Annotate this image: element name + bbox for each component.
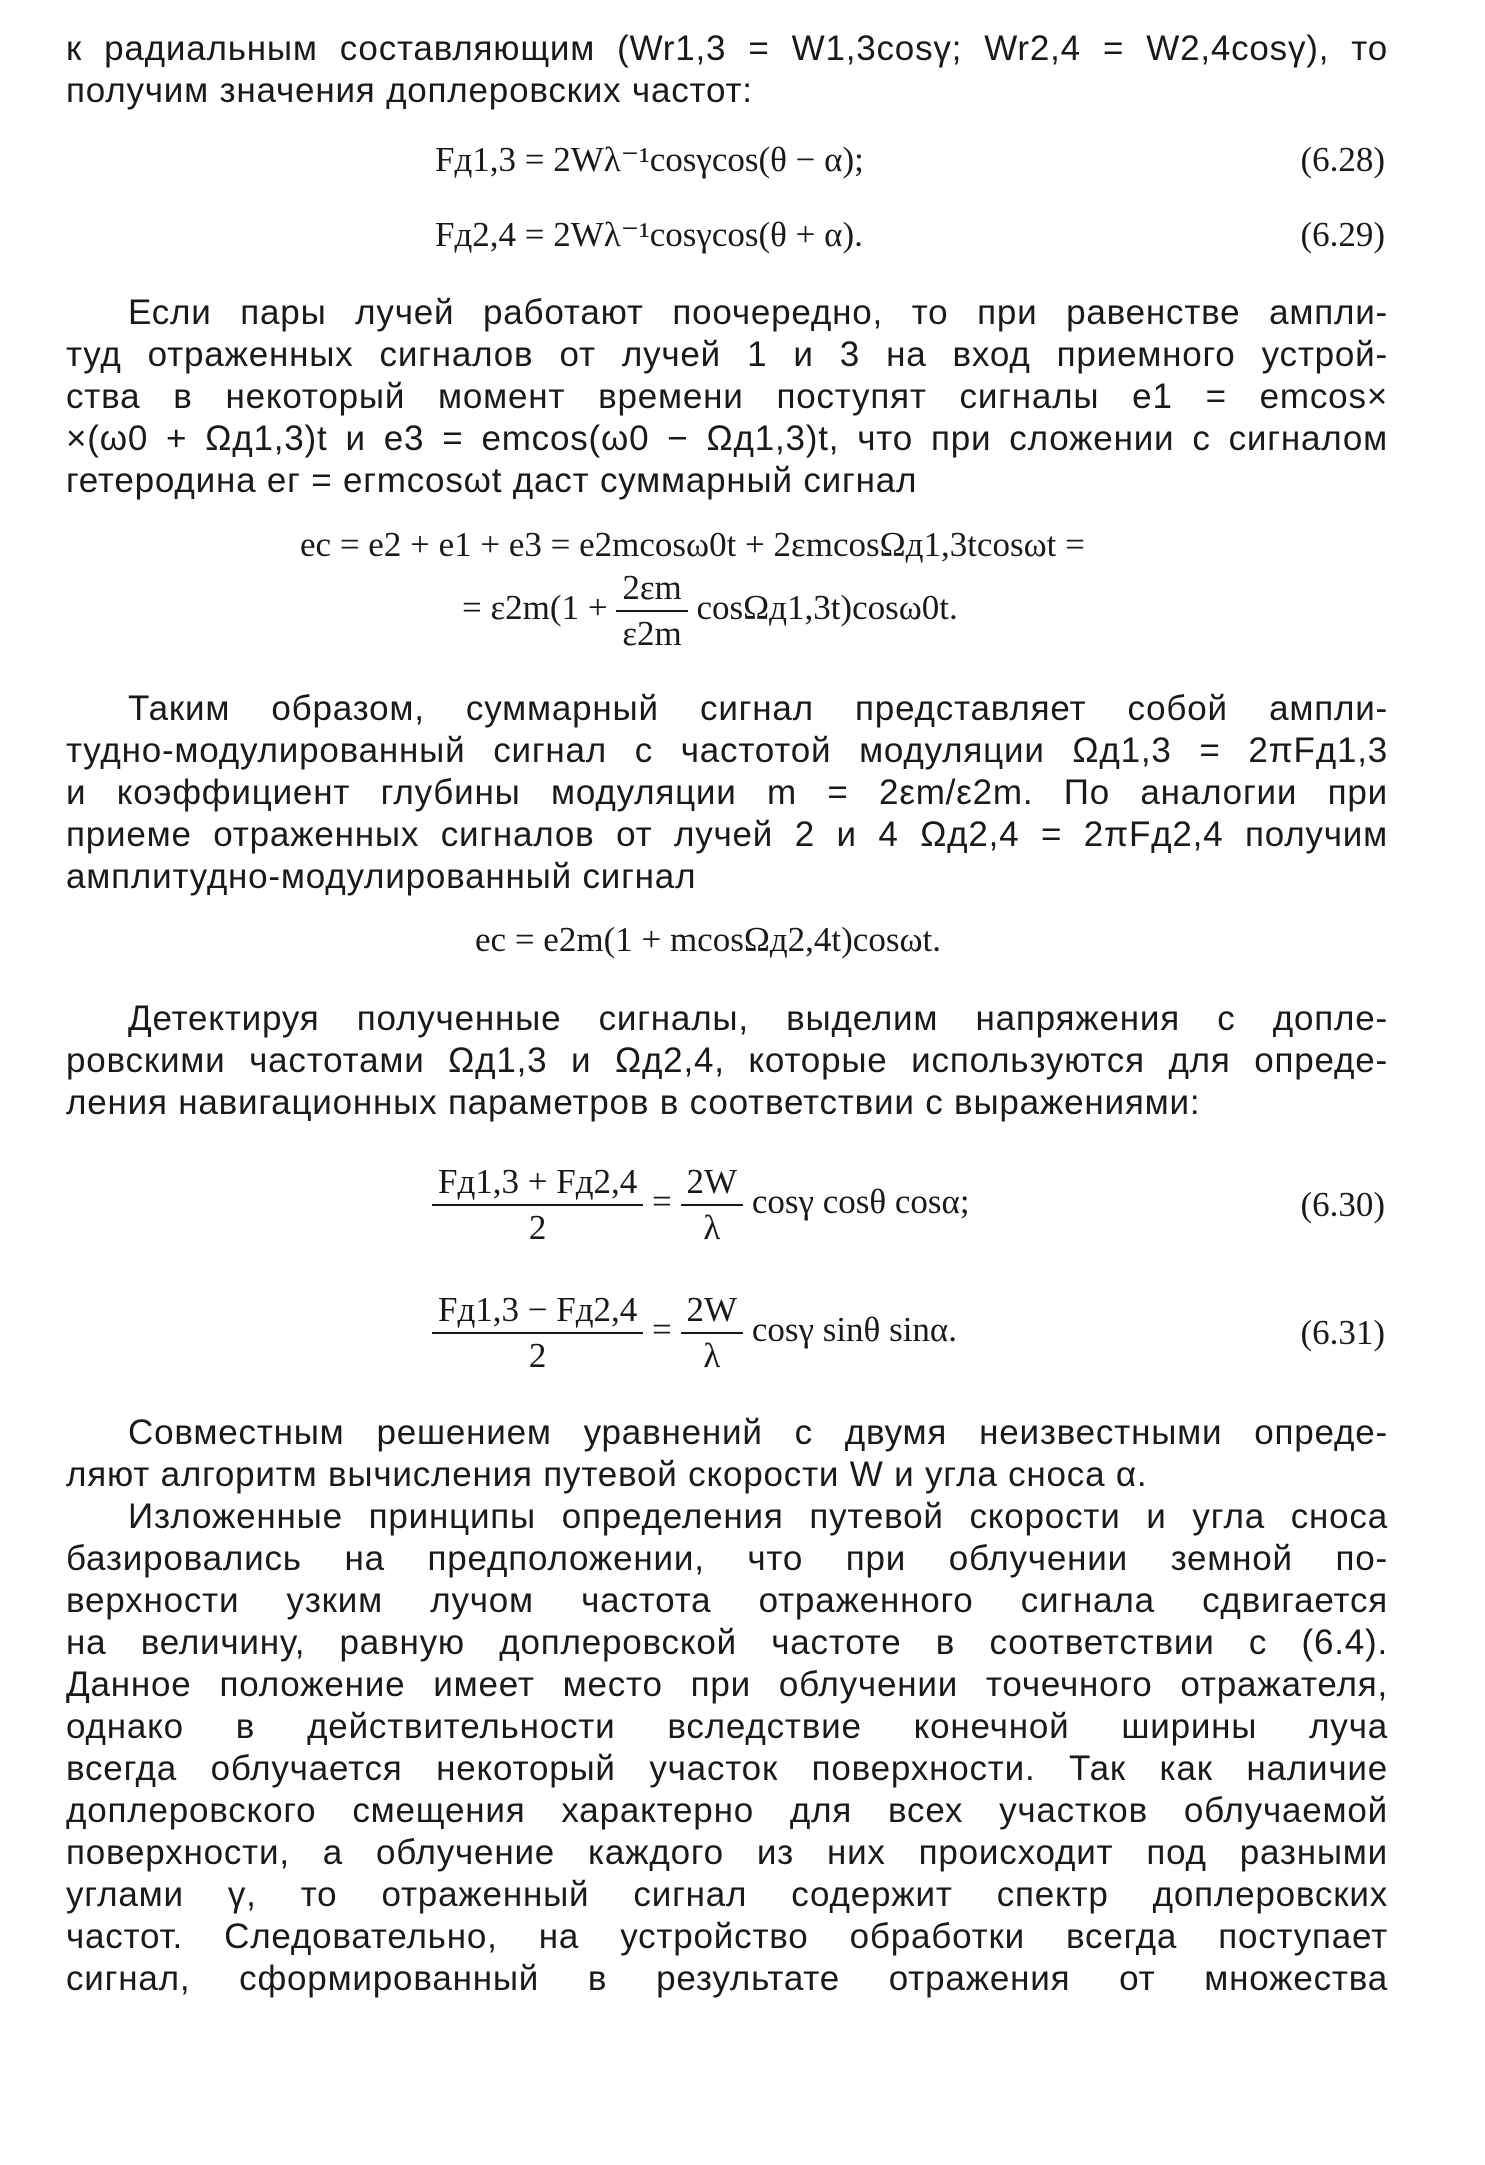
fraction-denominator: 2 (528, 1336, 547, 1375)
fraction (681, 1162, 744, 1248)
text-line: туд отраженных сигналов от лучей 1 и 3 на вход приемного устрой- (66, 335, 1388, 374)
text-line: ления навигационных параметров в соответствии с выражениями: (66, 1083, 1201, 1122)
equation-expression: eс = e2 + e1 + e3 = e2mcosω0t + 2εmcosΩд1,3tcosωt = (300, 525, 1085, 564)
fraction (432, 1162, 643, 1248)
text-line: доплеровского смещения характерно для всех участков облучаемой (66, 1791, 1388, 1830)
fraction-denominator: ε2m (622, 614, 682, 653)
text-line: ляют алгоритм вычисления путевой скорости W и угла сноса α. (66, 1455, 1148, 1494)
fraction-numerator: Fд1,3 − Fд2,4 (432, 1290, 643, 1334)
equation-sum-line-2 (462, 568, 958, 654)
equation-expression: cosγ cosθ cosα; (751, 1182, 970, 1222)
text-line: и коэффициент глубины модуляции m = 2εm/ε2m. По аналогии при (66, 773, 1388, 812)
equation-sum-line-1 (300, 525, 1085, 565)
text-line: ства в некоторый момент времени поступят сигналы e1 = emcos× (66, 377, 1388, 416)
text-line: получим значения доплеровских частот: (66, 71, 753, 110)
fraction-denominator: λ (703, 1208, 721, 1247)
text-line: к радиальным составляющим (Wr1,3 = W1,3cosγ; Wr2,4 = W2,4cosγ), то (66, 29, 1388, 68)
text-line: на величину, равную доплеровской частоте в соответствии с (6.4). (66, 1623, 1388, 1662)
paragraph-joint-solution (66, 1412, 1388, 1496)
text-line: частот. Следовательно, на устройство обработки всегда поступает (66, 1917, 1388, 1956)
text-line: углами γ, то отраженный сигнал содержит спектр доплеровских (66, 1875, 1388, 1914)
text-line: сигнал, сформированный в результате отражения от множества (66, 1959, 1388, 1998)
equation-expression: = ε2m(1 + (462, 588, 608, 628)
paragraph-detection (66, 998, 1388, 1124)
fraction (432, 1290, 643, 1376)
equation-expression: cosΩд1,3t)cosω0t. (696, 588, 958, 628)
fraction (616, 568, 687, 654)
text-line: однако в действительности вследствие конечной ширины луча (66, 1707, 1388, 1746)
fraction-numerator: 2W (681, 1290, 744, 1334)
equation-6-29 (435, 215, 863, 255)
equation-number: (6.31) (1300, 1313, 1385, 1352)
text-line: Если пары лучей работают поочередно, то при равенстве ампли- (128, 293, 1388, 332)
fraction-numerator: 2εm (616, 568, 687, 612)
equation-expression: Fд1,3 = 2Wλ⁻¹cosγcos(θ − α); (435, 140, 864, 179)
equation-expression: Fд2,4 = 2Wλ⁻¹cosγcos(θ + α). (435, 215, 863, 254)
paragraph-alternating-beams (66, 292, 1388, 502)
equation-expression: eс = e2m(1 + mcosΩд2,4t)cosωt. (475, 920, 941, 959)
fraction-denominator: 2 (528, 1208, 547, 1247)
text-line: гетеродина eг = eгmcosωt даст суммарный сигнал (66, 461, 918, 500)
text-line: ×(ω0 + Ωд1,3)t и e3 = emcos(ω0 − Ωд1,3)t, что при сложении с сигналом (66, 419, 1388, 458)
text-line: Детектируя полученные сигналы, выделим напряжения с допле- (128, 999, 1388, 1038)
paragraph-principles (66, 1496, 1388, 2000)
equation-number: (6.30) (1300, 1185, 1385, 1224)
text-line: Данное положение имеет место при облучении точечного отражателя, (66, 1665, 1388, 1704)
text-line: Изложенные принципы определения путевой скорости и угла сноса (128, 1497, 1388, 1536)
equation-am (475, 920, 941, 960)
fraction-denominator: λ (703, 1336, 721, 1375)
text-line: базировались на предположении, что при облучении земной по- (66, 1539, 1388, 1578)
equation-6-28 (435, 140, 864, 180)
text-line: амплитудно-модулированный сигнал (66, 857, 697, 896)
text-line: всегда облучается некоторый участок поверхности. Так как наличие (66, 1749, 1388, 1788)
paragraph-am-signal (66, 688, 1388, 898)
equation-expression: cosγ sinθ sinα. (751, 1310, 958, 1350)
text-line: тудно-модулированный сигнал с частотой модуляции Ωд1,3 = 2πFд1,3 (66, 731, 1388, 770)
paragraph-intro (66, 28, 1388, 112)
fraction-numerator: 2W (681, 1162, 744, 1206)
text-line: поверхности, а облучение каждого из них происходит под разными (66, 1833, 1388, 1872)
equation-number: (6.29) (1300, 215, 1385, 254)
text-line: Таким образом, суммарный сигнал представляет собой ампли- (128, 689, 1388, 728)
text-line: приеме отраженных сигналов от лучей 2 и 4 Ωд2,4 = 2πFд2,4 получим (66, 815, 1388, 854)
fraction-numerator: Fд1,3 + Fд2,4 (432, 1162, 643, 1206)
fraction (681, 1290, 744, 1376)
equation-6-30: $\frac{Fд1,3 + Fд2,4}{2}$ = $\frac{2W}{\lambda}$ cosγ cosθ cosα; (432, 1162, 970, 1248)
equation-6-31: $\frac{Fд1,3 - Fд2,4}{2}$ = $\frac{2W}{\lambda}$ cosγ sinθ sinα. (432, 1290, 957, 1376)
text-line: Совместным решением уравнений с двумя неизвестными опреде- (128, 1413, 1388, 1452)
text-line: ровскими частотами Ωд1,3 и Ωд2,4, которые используются для опреде- (66, 1041, 1388, 1080)
equation-number: (6.28) (1300, 140, 1385, 179)
text-line: верхности узким лучом частота отраженного сигнала сдвигается (66, 1581, 1388, 1620)
